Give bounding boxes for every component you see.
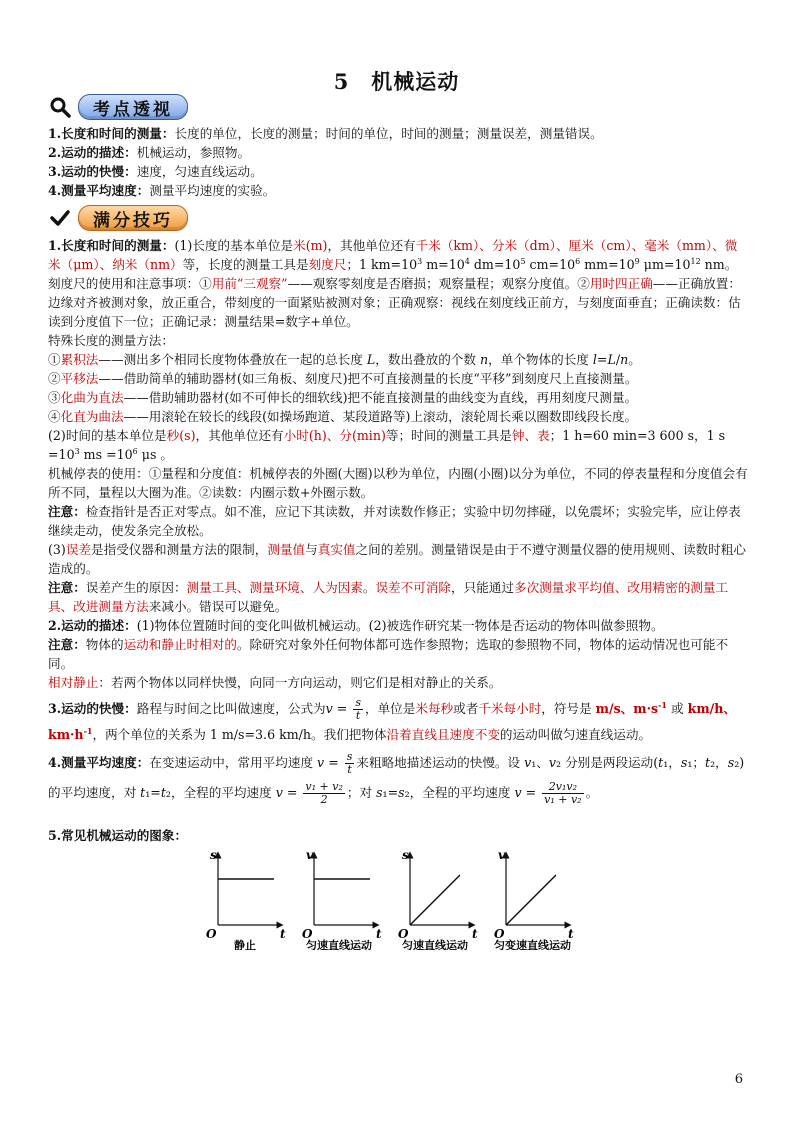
motion-graphs bbox=[198, 845, 594, 950]
origin-label: O bbox=[494, 927, 505, 941]
paragraph: ②平移法——借助简单的辅助器材(如三角板、刻度尺)把不可直接测量的长度“平移”到刻度尺上直接测量。 bbox=[48, 371, 638, 386]
page-number: 6 bbox=[734, 1072, 743, 1087]
axis-label-y: s bbox=[402, 848, 409, 862]
paragraph: 4.测量平均速度：在变速运动中，常用平均速度 v = $\frac{s}{t}$ 来粗略地描述运动的快慢。设 v₁、v₂ 分别是两段运动(t₁，s₁；t₂，s₂)的平均速度，对 t₁=t₂，全程的平均速度 v = $\frac{\text{v₁ + v₂}}{2}$ ；对 s₁=s₂，全程的平均速度 v = $\frac{\text{2v₁v₂}}{\text{v₁ + v₂}}$ 。 bbox=[48, 750, 745, 806]
axis-label-y: s bbox=[210, 848, 217, 862]
list-item: 1.长度和时间的测量：长度的单位，长度的测量；时间的单位，时间的测量；测量误差，测量错误。 bbox=[48, 126, 603, 141]
graph-label: 静止 bbox=[234, 939, 256, 950]
paragraph: 机械停表的使用：①量程和分度值：机械停表的外圈(大圈)以秒为单位，内圈(小圈)以分为单位，不同的停表量程和分度值会有所不同，量程以大圈为准。②读数：内圈示数+外圈示数。 bbox=[48, 466, 748, 500]
key-points-list bbox=[48, 124, 748, 200]
paragraph: ④化直为曲法——用滚轮在较长的线段(如操场跑道、某段道路等)上滚动，滚轮周长乘以圈数即线段长度。 bbox=[48, 409, 638, 424]
graph-label: 匀速直线运动 bbox=[402, 939, 468, 950]
list-item: 2.运动的描述：机械运动，参照物。 bbox=[48, 145, 251, 160]
graph-label: 匀变速直线运动 bbox=[494, 939, 571, 950]
paragraph: 注意：检查指针是否正对零点。如不准，应记下其读数，并对读数作修正；实验中切勿摔碰，以免震坏；实验完毕，应让停表继续走动，使发条完全放松。 bbox=[48, 504, 741, 538]
paragraph: 注意：误差产生的原因：测量工具、测量环境、人为因素。误差不可消除，只能通过多次测量求平均值、改用精密的测量工具、改进测量方法来减小。错误可以避免。 bbox=[48, 580, 729, 614]
axis-label-y: v bbox=[306, 848, 313, 862]
list-item: 3.运动的快慢：速度，匀速直线运动。 bbox=[48, 164, 263, 179]
axis-label-x: t bbox=[376, 927, 382, 941]
paragraph: 相对静止：若两个物体以同样快慢，向同一方向运动，则它们是相对静止的关系。 bbox=[48, 675, 502, 690]
origin-label: O bbox=[302, 927, 313, 941]
paragraph: 2.运动的描述：(1)物体位置随时间的变化叫做机械运动。(2)被选作研究某一物体是否运动的物体叫做参照物。 bbox=[48, 618, 664, 633]
section-label: 考点透视 bbox=[78, 94, 188, 120]
paragraph: (3)误差是指受仪器和测量方法的限制，测量值与真实值之间的差别。测量错误是由于不遵守测量仪器的使用规则、读数时粗心造成的。 bbox=[48, 542, 746, 576]
axis-label-x: t bbox=[280, 927, 286, 941]
graph-label: 匀速直线运动 bbox=[306, 939, 372, 950]
graph-static bbox=[206, 848, 286, 950]
paragraph: 注意：物体的运动和静止时相对的。除研究对象外任何物体都可选作参照物；选取的参照物不同，物体的运动情况也可能不同。 bbox=[48, 637, 729, 671]
origin-label: O bbox=[206, 927, 217, 941]
graphs-caption: 5.常见机械运动的图象： bbox=[48, 828, 188, 843]
checkmark-icon bbox=[48, 206, 72, 230]
paragraph: 3.运动的快慢：路程与时间之比叫做速度，公式为v = $\frac{s}{t}$ ，单位是米每秒或者千米每小时，符号是 m/s、$m\cdot s^{-1}$ 或 km/h、$km\cdot h^{-1}$，两个单位的关系为 1 m/s=3.6 km/h。我们把物体沿着直线且速度不变的运动叫做匀速直线运动。 bbox=[48, 696, 736, 742]
section-header-key-points bbox=[48, 94, 188, 120]
graph-accelerated-vt bbox=[494, 848, 574, 950]
section-label: 满分技巧 bbox=[78, 205, 188, 231]
axis-label-y: v bbox=[498, 848, 505, 862]
list-item: 4.测量平均速度：测量平均速度的实验。 bbox=[48, 183, 276, 198]
paragraph: 1.长度和时间的测量：(1)长度的基本单位是米(m)，其他单位还有千米（km）、分米（dm）、厘米（cm）、毫米（mm）、微米（μm）、纳米（nm）等，长度的测量工具是刻度尺；1 $km=10^3$ $m=10^4$ $dm=10^5$ $cm=10^6$ $mm=10^9$ $\mu m=10^{12}$ nm。刻度尺的使用和注意事项：①用前“三观察”——观察零刻度是否磨损；观察量程；观察分度值。②用时四正确——正确放置：边缘对齐被测对象，放正重合，带刻度的一面紧贴被测对象；正确观察：视线在刻度线正前方，与刻度面垂直；正确读数：估读到分度值下一位；正确记录：测量结果=数字+单位。 bbox=[48, 238, 741, 329]
paragraph: ③化曲为直法——借助辅助器材(如不可伸长的细软线)把不能直接测量的曲线变为直线，再用刻度尺测量。 bbox=[48, 390, 638, 405]
page-title: 5 机械运动 bbox=[333, 69, 460, 94]
graph-uniform-vt bbox=[302, 848, 382, 950]
origin-label: O bbox=[398, 927, 409, 941]
paragraph: 特殊长度的测量方法： bbox=[48, 333, 174, 348]
magnifier-icon bbox=[48, 95, 72, 119]
axis-label-x: t bbox=[568, 927, 574, 941]
section-header-tips bbox=[48, 205, 188, 231]
paragraph: (2)时间的基本单位是秒(s)，其他单位还有小时(h)、分(min)等；时间的测量工具是钟、表；1 h=60 min=3 600 s，1 $s =10^3$ ms $=10^6$ μs 。 bbox=[48, 428, 726, 462]
paragraph: ①累积法——测出多个相同长度物体叠放在一起的总长度 L，数出叠放的个数 n，单个物体的长度 l=L/n。 bbox=[48, 352, 641, 367]
axis-label-x: t bbox=[472, 927, 478, 941]
tips-body bbox=[48, 236, 748, 808]
graph-uniform-st bbox=[398, 848, 478, 950]
